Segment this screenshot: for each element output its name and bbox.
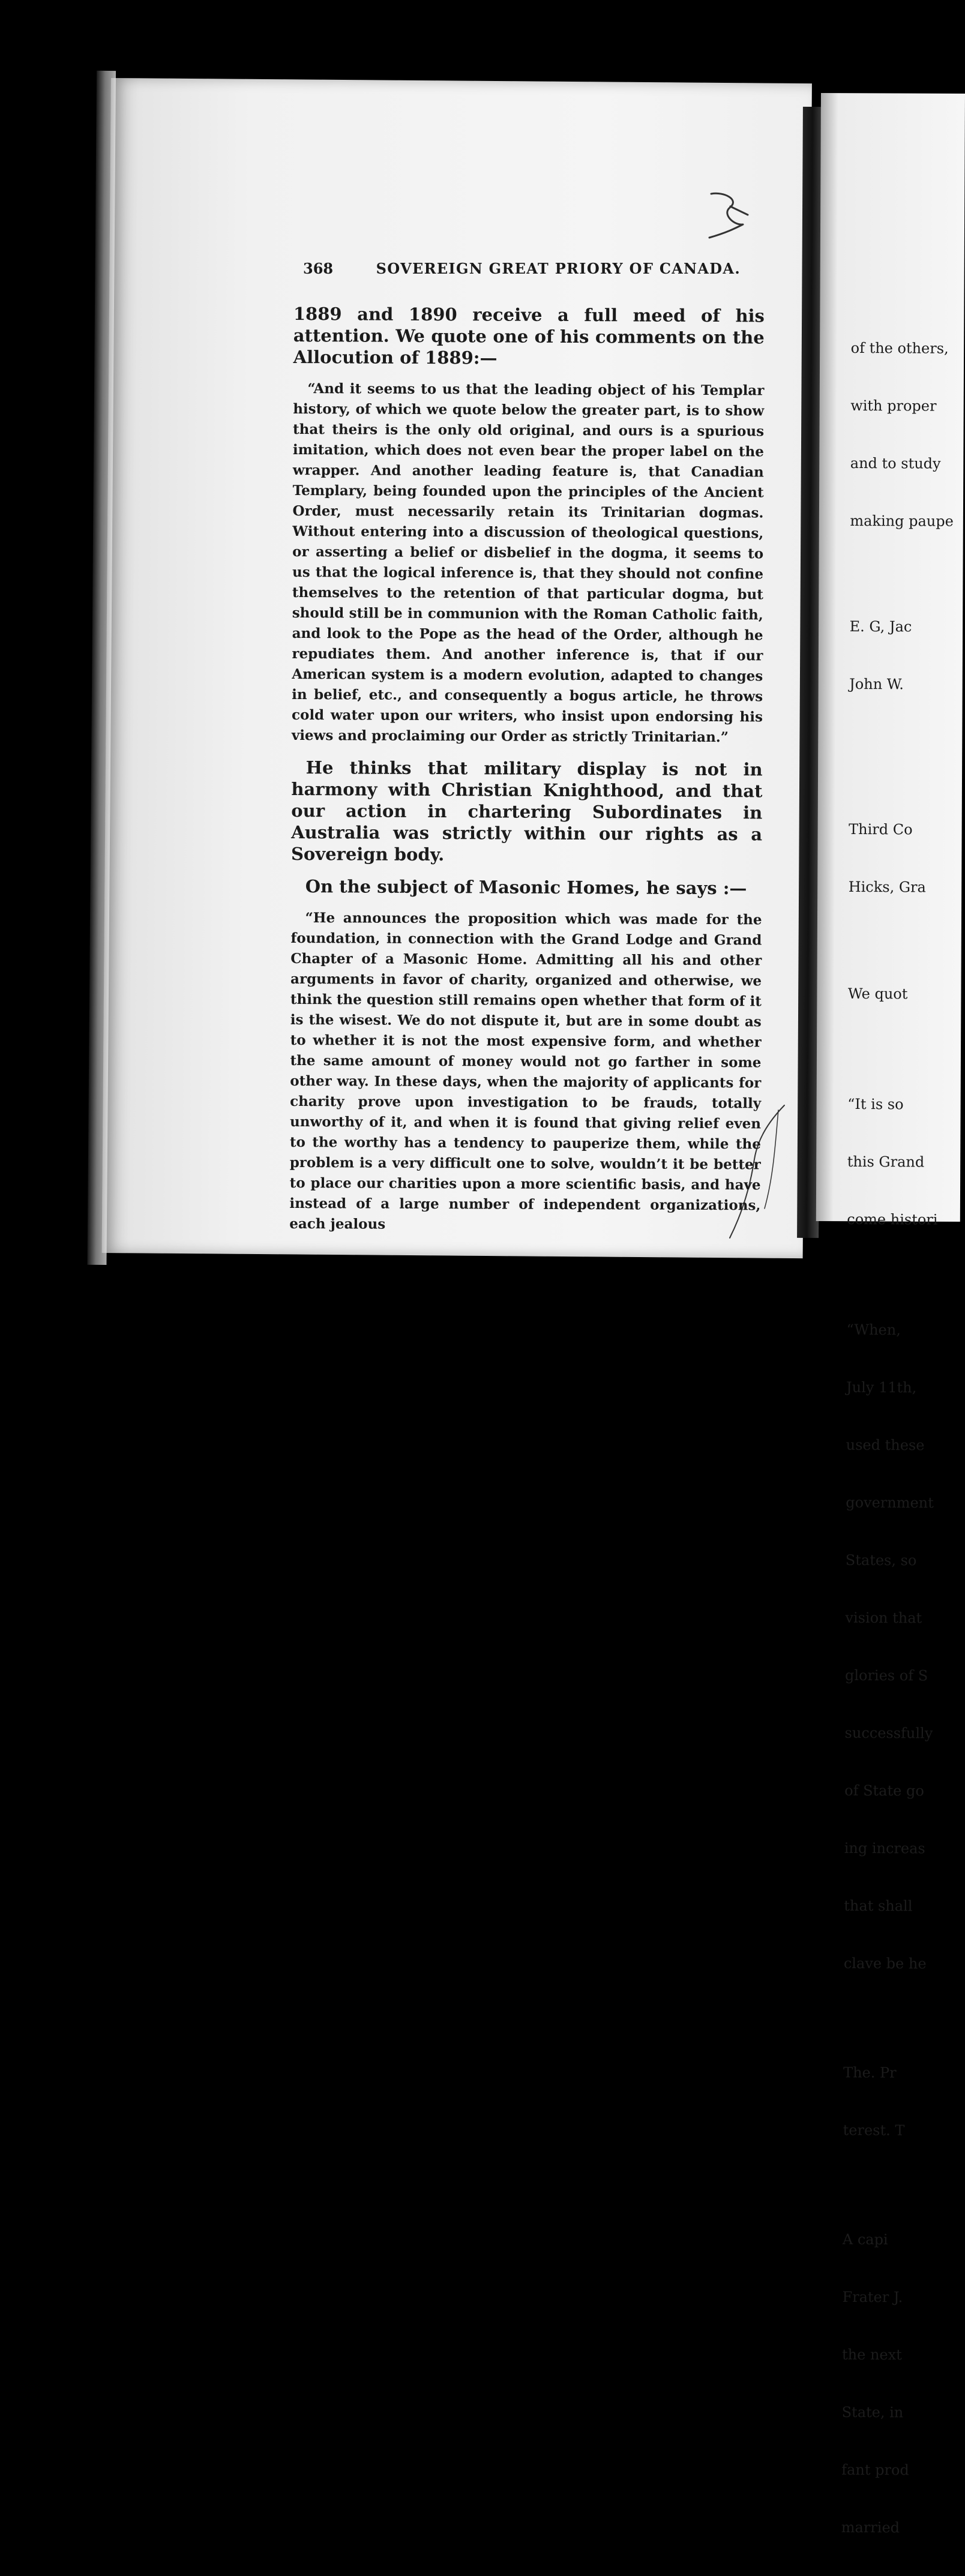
- fragment-line: come histori: [847, 1210, 938, 1228]
- masonic-home-quote: “He announces the proposition which was made for the foundation, in connection with the Grand Lodge and Grand Chapter of a Masonic Home. Admitting all his and other arguments in favor of charity, organized and otherwise, we think the question still remains open whether that form of it is the wisest. We do not dispute it, but are in some doubt as to whether it is not the most expensive form, and whether the same amount of money would not go farther in some other way. In these days, when the majority of applicants for charity prove upon investigation to be frauds, totally unworthy of it, and when it is found that giving relief even to the worthy has a tendency to pauperize them, while the problem is a very difficult one to solve, wouldn’t it be better to place our charities upon a more scientific basis, and have instead of a large number of independent organizations, each jealous: [289, 910, 762, 1232]
- fragment-line: that shall: [844, 1897, 913, 1915]
- fragment-line: vision that: [845, 1609, 922, 1627]
- pencil-mark-icon: [705, 189, 753, 243]
- adjacent-page-text-fragments: [841, 300, 953, 2576]
- fragment-line: terest. T: [843, 2121, 905, 2139]
- fragment-line: and to study: [850, 454, 941, 472]
- fragment-line: fant prod: [841, 2461, 909, 2479]
- fragment-line: The. Pr: [843, 2064, 897, 2082]
- fragment-line: “When,: [846, 1321, 901, 1339]
- fragment-line: clave be he: [843, 1954, 927, 1972]
- fragment-line: this Grand: [847, 1153, 925, 1171]
- fragment-line: with proper: [850, 397, 937, 415]
- page-header: [303, 260, 741, 277]
- fragment-line: A capi: [842, 2230, 888, 2248]
- fragment-line: used these: [846, 1436, 925, 1454]
- fragment-line: married: [841, 2518, 900, 2536]
- fragment-line: glories of S: [844, 1666, 928, 1684]
- fragment-line: July 11th,: [846, 1378, 917, 1396]
- fragment-line: States, so: [845, 1551, 917, 1569]
- fragment-line: Hicks, Gra: [848, 878, 926, 896]
- fragment-line: of State go: [844, 1782, 924, 1800]
- opening-paragraph: 1889 and 1890 receive a full meed of his attention. We quote one of his comments on the Allocution of 1889:—: [293, 304, 765, 368]
- masonic-homes-introduction: On the subject of Masonic Homes, he says :—: [305, 876, 747, 899]
- fragment-line: John W.: [849, 675, 904, 693]
- templar-history-quote: “And it seems to us that the leading object of his Templar history, of which we quote below the greater part, is to show that theirs is the only old original, and ours is a spurious imitation, which does not even bear the proper label on the wrapper. And another leading feature is, that Canadian Templary, being founded upon the principles of the Ancient Order, must necessarily retain its Trinitarian dogmas. Without entering into a discussion of theological questions, or asserting a belief or disbelief in the dogma, it seems to us that the logical inference is, that they should not confine themselves to the retention of that particular dogma, but should still be in communion with the Roman Catholic faith, and look to the Pope as the head of the Order, although he repudiates them. And another inference is, that if our American system is a modern evolution, adapted to changes in belief, etc., and consequently a bogus article, he throws cold water upon our writers, who insist upon endorsing his views and proclaiming our Order as strictly Trinitarian.”: [291, 380, 765, 746]
- fragment-line: E. G, Jac: [849, 617, 912, 635]
- fragment-line: Third Co: [849, 820, 913, 838]
- main-text-column: [289, 303, 765, 1247]
- running-title: SOVEREIGN GREAT PRIORY OF CANADA.: [376, 260, 741, 277]
- fragment-line: making paupe: [850, 512, 954, 530]
- page-number: 368: [303, 260, 334, 277]
- fragment-line: successfully: [844, 1724, 933, 1742]
- fragment-line: “It is so: [847, 1095, 904, 1113]
- fragment-line: We quot: [847, 985, 908, 1003]
- fragment-line: Frater J.: [842, 2288, 903, 2306]
- fragment-line: government: [846, 1494, 934, 1512]
- fragment-line: the next: [841, 2346, 902, 2364]
- fragment-line: of the others,: [850, 339, 949, 357]
- military-display-paragraph: He thinks that military display is not in harmony with Christian Knighthood, and that our action in chartering Subordinates in Australia was strictly within our rights as a Sovereign body.: [290, 757, 763, 865]
- fragment-line: ing increas: [844, 1839, 925, 1857]
- fragment-line: State, in: [841, 2403, 904, 2421]
